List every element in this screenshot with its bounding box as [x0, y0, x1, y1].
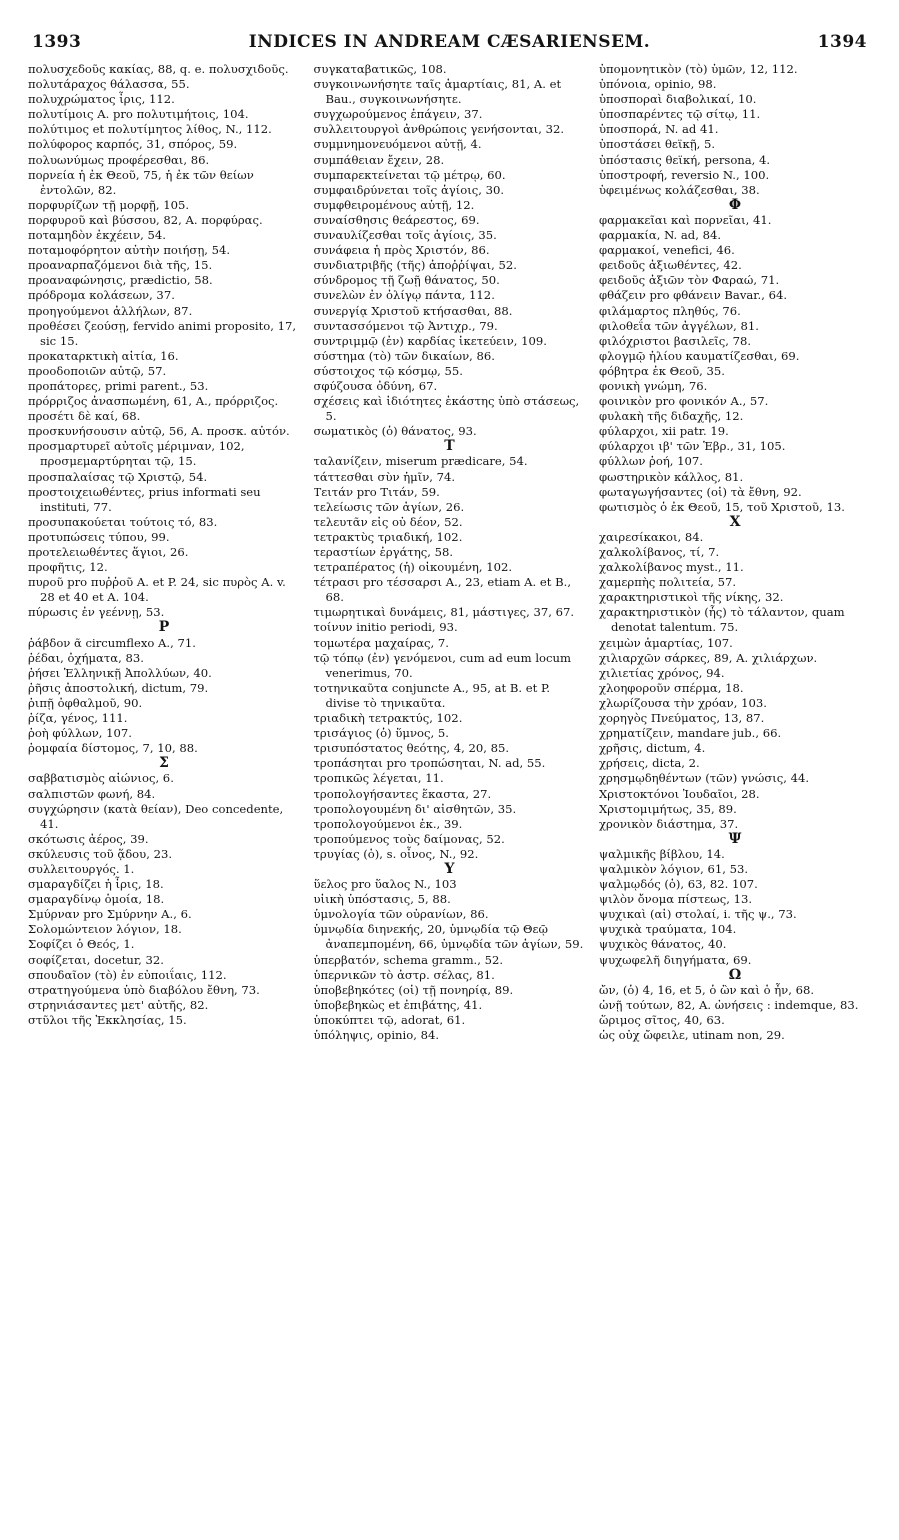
index-entry: σχέσεις καὶ ἰδιότητες ἑκάστης ὑπὸ στάσεως, 5.	[313, 394, 580, 424]
index-entry: τρισυπόστατος θεότης, 4, 20, 85.	[313, 741, 510, 756]
index-entry: τοτηνικαῦτα conjuncte A., 95, at B. et P. divise τὸ τηνικαῦτα.	[313, 680, 551, 710]
index-entry: προσυπακούεται τούτοις τό, 83.	[28, 514, 218, 529]
index-entry: πύρωσις ἐν γεέννῃ, 53.	[28, 605, 165, 620]
index-entry: χαλκολίβανος myst., 11.	[599, 560, 744, 575]
index-entry: ὑποστροφή, reversio N., 100.	[599, 167, 770, 182]
section-letter: Τ	[444, 438, 455, 455]
index-entry: Τειτάν pro Τιτάν, 59.	[313, 484, 440, 499]
index-entry: τιμωρητικαὶ δυνάμεις, 81, μάστιγες, 37, 67.	[313, 605, 575, 620]
index-entry: σκότωσις ἀέρος, 39.	[28, 831, 149, 846]
index-entry: πολύφορος καρπός, 31, σπόρος, 59.	[28, 137, 238, 152]
index-entry: πρόδρομα κολάσεων, 37.	[28, 288, 175, 303]
index-entry: Σολομώντειον λόγιον, 18.	[28, 922, 182, 937]
section-letter: Υ	[444, 860, 455, 877]
index-entry: φθάζειν pro φθάνειν Bavar., 64.	[599, 288, 788, 303]
index-entry: τροπικῶς λέγεται, 11.	[313, 771, 444, 786]
index-entry: προπάτορες, primi parent., 53.	[28, 378, 209, 393]
index-entry: ψαλμῳδός (ὁ), 63, 82. 107.	[599, 877, 758, 892]
index-entry: συλλειτουργός. 1.	[28, 861, 135, 876]
index-entry: ῥιπῇ ὀφθαλμοῦ, 90.	[28, 695, 143, 710]
index-entry: χιλιαρχῶν σάρκες, 89, A. χιλιάρχων.	[599, 650, 818, 665]
index-entry: συλλειτουργοὶ ἀνθρώποις γενήσονται, 32.	[313, 122, 565, 137]
index-entry: προσκυνήσουσιν αὐτῷ, 56, A. προσκ. αὐτόν.	[28, 424, 290, 439]
index-entry: τάττεσθαι σὺν ἡμῖν, 74.	[313, 469, 456, 484]
index-entry: σωματικὸς (ὁ) θάνατος, 93.	[313, 424, 477, 439]
index-entry: συμμνημονευόμενοι αὐτῇ, 4.	[313, 137, 482, 152]
index-entry: σαλπιστῶν φωνή, 84.	[28, 786, 156, 801]
index-entry: πολύτιμος et πολυτίμητος λίθος, N., 112.	[28, 122, 272, 137]
index-entry: χρηματίζειν, mandare jub., 66.	[599, 726, 782, 741]
index-entry: ὑπόνοια, opinio, 98.	[599, 77, 717, 92]
index-column-left	[28, 62, 300, 1043]
index-entry: φιλάμαρτος πληθύς, 76.	[599, 303, 741, 318]
index-entry: στρατηγούμενα ὑπὸ διαβόλου ἔθνη, 73.	[28, 982, 260, 997]
section-letter: Φ	[728, 196, 742, 213]
index-entry: χαιρεσίκακοι, 84.	[599, 529, 704, 544]
index-entry: φλογμῷ ἡλίου καυματίζεσθαι, 69.	[599, 348, 800, 363]
index-entry: σύνδρομος τῇ ζωῇ θάνατος, 50.	[313, 273, 500, 288]
index-entry: τέτρασι pro τέσσαρσι A., 23, etiam A. et B., 68.	[313, 575, 572, 605]
index-entry: χρῆσις, dictum, 4.	[599, 741, 706, 756]
index-entry: πρόρριζος ἀνασπωμένη, 61, A., πρόρριζος.	[28, 394, 279, 409]
index-entry: υἱικὴ ὑπόστασις, 5, 88.	[313, 892, 451, 907]
index-entry: προτυπώσεις τύπου, 99.	[28, 529, 170, 544]
index-entry: συγκοινωνήσητε ταῖς ἁμαρτίαις, 81, A. et Bau., συγκοινωνήσητε.	[313, 77, 562, 107]
index-entry: ψιλὸν ὄνομα πίστεως, 13.	[599, 892, 753, 907]
section-letter: Ψ	[728, 830, 742, 847]
index-entry: χλωρίζουσα τὴν χρόαν, 103.	[599, 695, 767, 710]
index-entry: τομωτέρα μαχαίρας, 7.	[313, 635, 449, 650]
index-entry: τρυγίας (ὁ), s. οἶνος, N., 92.	[313, 846, 479, 861]
index-entry: σοφίζεται, docetur, 32.	[28, 952, 164, 967]
index-entry: συντασσόμενοι τῷ Ἀντιχρ., 79.	[313, 318, 498, 333]
index-entry: ῥίζα, γένος, 111.	[28, 711, 128, 726]
index-entry: σύστοιχος τῷ κόσμῳ, 55.	[313, 363, 463, 378]
index-entry: πορφυρίζων τῇ μορφῇ, 105.	[28, 197, 190, 212]
index-entry: φωστηρικὸν κάλλος, 81.	[599, 469, 744, 484]
index-entry: σμαραγδίνῳ ὁμοία, 18.	[28, 892, 165, 907]
index-entry: τοίνυν initio periodi, 93.	[313, 620, 458, 635]
index-entry: πολυτάραχος θάλασσα, 55.	[28, 77, 190, 92]
index-entry: ὑποσπαρέντες τῷ σίτῳ, 11.	[599, 107, 761, 122]
index-entry: ῥοὴ φύλλων, 107.	[28, 726, 132, 741]
index-entry: τρισάγιος (ὁ) ὕμνος, 5.	[313, 726, 449, 741]
index-entry: πολυσχεδοῦς κακίας, 88, q. e. πολυσχιδοῦς.	[28, 62, 289, 76]
index-entry: τελείωσις τῶν ἁγίων, 26.	[313, 499, 465, 514]
index-entry: σπουδαῖον (τὸ) ἐν εὐποιΐαις, 112.	[28, 967, 227, 982]
index-entry: πορνεία ἡ ἐκ Θεοῦ, 75, ἡ ἐκ τῶν θείων ἐντολῶν, 82.	[28, 167, 254, 197]
index-entry: συναίσθησις θεάρεστος, 69.	[313, 212, 480, 227]
index-entry: ὤν, (ὁ) 4, 16, et 5, ὁ ὢν καὶ ὁ ἦν, 68.	[599, 982, 815, 997]
index-entry: ὑπερβατόν, schema gramm., 52.	[313, 952, 504, 967]
index-entry: τροπάσηται pro τροπώσηται, N. ad, 55.	[313, 756, 546, 771]
index-entry: συνδιατριβῆς (τῆς) ἀποῤῥίψαι, 52.	[313, 258, 517, 273]
index-entry: προσπαλαίσας τῷ Χριστῷ, 54.	[28, 469, 208, 484]
index-entry: ὑποσπορά, N. ad 41.	[599, 122, 719, 137]
index-entry: ὑποσποραὶ διαβολικαί, 10.	[599, 92, 757, 107]
index-entry: τελευτᾶν εἰς οὐ δέον, 52.	[313, 514, 463, 529]
index-entry: ὕελος pro ὕαλος N., 103	[313, 877, 457, 892]
index-entry: φαρμακία, N. ad, 84.	[599, 228, 722, 243]
index-entry: πορφυροῦ καὶ βύσσου, 82, A. πορφύρας.	[28, 212, 263, 227]
index-entry: προστοιχειωθέντες, prius informati seu instituti, 77.	[28, 484, 261, 514]
section-letter: Ω	[728, 966, 742, 983]
index-entry: φιλόχριστοι βασιλεῖς, 78.	[599, 333, 752, 348]
index-entry: ὑποβεβηκὼς et ἐπιβάτης, 41.	[313, 997, 483, 1012]
index-entry: προηγούμενοι ἀλλήλων, 87.	[28, 303, 193, 318]
index-entry: ψαλμικὸν λόγιον, 61, 53.	[599, 861, 749, 876]
index-columns	[28, 62, 871, 1043]
index-entry: φαρμακεῖαι καὶ πορνεῖαι, 41.	[599, 212, 772, 227]
index-entry: σφύζουσα ὀδύνη, 67.	[313, 378, 438, 393]
index-entry: ψυχικὸς θάνατος, 40.	[599, 937, 727, 952]
index-entry: φοινικὸν pro φονικόν A., 57.	[599, 394, 769, 409]
page-header	[28, 32, 871, 52]
section-letter: Ρ	[158, 619, 170, 636]
index-entry: προαναρπαζόμενοι διὰ τῆς, 15.	[28, 258, 213, 273]
index-entry: συγχώρησιν (κατὰ θείαν), Deo concedente, 41.	[28, 801, 284, 831]
index-entry: συντριμμῷ (ἐν) καρδίας ἱκετεύειν, 109.	[313, 333, 547, 348]
index-entry: συμπαρεκτείνεται τῷ μέτρῳ, 60.	[313, 167, 506, 182]
index-entry: σύστημα (τὸ) τῶν δικαίων, 86.	[313, 348, 495, 363]
index-entry: φαρμακοί, venefici, 46.	[599, 243, 735, 258]
index-entry: προθέσει ζεούσῃ, fervido animi proposito, 17, sic 15.	[28, 318, 297, 348]
index-entry: τεραστίων ἐργάτης, 58.	[313, 545, 454, 559]
index-entry: φωτισμὸς ὁ ἐκ Θεοῦ, 15, τοῦ Χριστοῦ, 13.	[599, 499, 845, 514]
index-entry: προοδοποιῶν αὐτῷ, 57.	[28, 363, 167, 378]
index-entry: χρονικὸν διάστημα, 37.	[599, 816, 739, 831]
index-column-right	[599, 62, 871, 1043]
index-entry: ὑπομονητικὸν (τὸ) ὑμῶν, 12, 112.	[599, 62, 798, 76]
index-entry: προσμαρτυρεῖ αὐτοῖς μέριμναν, 102, προσμεμαρτύρηται τῷ, 15.	[28, 439, 245, 469]
index-entry: Χριστομιμήτως, 35, 89.	[599, 801, 737, 816]
index-entry: ὑπόστασις θεϊκή, persona, 4.	[599, 152, 771, 167]
index-entry: προτελειωθέντες ἅγιοι, 26.	[28, 545, 189, 559]
index-entry: Σμύρναν pro Σμύρνην A., 6.	[28, 907, 192, 922]
index-entry: φειδοῦς ἀξιῶν τὸν Φαραώ, 71.	[599, 273, 780, 288]
index-entry: χρησμῳδηθέντων (τῶν) γνώσις, 44.	[599, 771, 810, 786]
running-title: INDICES IN ANDREAM CÆSARIENSEM.	[248, 32, 651, 52]
index-entry: χαρακτηριστικοὶ τῆς νίκης, 32.	[599, 590, 784, 605]
index-entry: χλοηφοροῦν σπέρμα, 18.	[599, 680, 744, 695]
index-entry: ποταμοφόρητον αὐτὴν ποιήσῃ, 54.	[28, 243, 231, 258]
section-letter: Σ	[159, 755, 169, 772]
index-entry: ῥάβδον ᾶ circumflexo A., 71.	[28, 635, 196, 650]
index-entry: ῥῆσις ἀποστολική, dictum, 79.	[28, 680, 209, 695]
page-number-right: 1394	[817, 32, 867, 52]
index-entry: πολυωνύμως προφέρεσθαι, 86.	[28, 152, 210, 167]
index-entry: συνάφεια ἡ πρὸς Χριστόν, 86.	[313, 243, 490, 258]
index-entry: ὥριμος σῖτος, 40, 63.	[599, 1012, 725, 1027]
index-entry: τροπούμενος τοὺς δαίμονας, 52.	[313, 831, 505, 846]
index-entry: συναυλίζεσθαι τοῖς ἁγίοις, 35.	[313, 228, 497, 243]
index-entry: ὑποκύπτει τῷ, adorat, 61.	[313, 1012, 466, 1027]
index-entry: τροπολογούμενοι ἐκ., 39.	[313, 816, 463, 831]
index-entry: στρηνιάσαντες μετ' αὐτῆς, 82.	[28, 997, 209, 1012]
index-entry: τροπολογουμένη δι' αἰσθητῶν, 35.	[313, 801, 517, 816]
index-entry: συμπάθειαν ἔχειν, 28.	[313, 152, 445, 167]
index-entry: προσέτι δὲ καί, 68.	[28, 409, 141, 424]
index-entry: ψαλμικῆς βίβλου, 14.	[599, 846, 725, 861]
index-column-middle	[314, 62, 586, 1043]
index-entry: ὑπόληψις, opinio, 84.	[313, 1028, 440, 1042]
index-entry: ὑφειμένως κολάζεσθαι, 38.	[599, 182, 760, 197]
index-entry: χορηγὸς Πνεύματος, 13, 87.	[599, 711, 765, 726]
index-entry: τριαδικὴ τετρακτύς, 102.	[313, 711, 463, 726]
index-entry: συμφθειρομένους αὐτῇ, 12.	[313, 197, 475, 212]
index-entry: ῥήσει Ἑλληνικῇ Ἀπολλύων, 40.	[28, 665, 212, 680]
index-entry: ῥομφαία δίστομος, 7, 10, 88.	[28, 741, 198, 756]
index-entry: ὑπερνικῶν τὸ ἀστρ. σέλας, 81.	[313, 967, 495, 982]
index-entry: πολυτίμοις A. pro πολυτιμήτοις, 104.	[28, 107, 249, 122]
page-number-left: 1393	[32, 32, 82, 52]
index-entry: προφῆτις, 12.	[28, 560, 108, 575]
index-entry: ταλανίζειν, miserum prædicare, 54.	[313, 454, 528, 469]
index-entry: ὡς οὐχ ὤφειλε, utinam non, 29.	[599, 1028, 785, 1042]
index-entry: χειμὼν ἁμαρτίας, 107.	[599, 635, 733, 650]
index-entry: φειδοῦς ἀξιωθέντες, 42.	[599, 258, 742, 273]
index-entry: χιλιετίας χρόνος, 94.	[599, 665, 725, 680]
index-entry: ψυχικαὶ (αἱ) στολαί, i. τῆς ψ., 73.	[599, 907, 797, 922]
index-entry: ὑποβεβηκότες (οἱ) τῇ πονηρίᾳ, 89.	[313, 982, 514, 997]
index-entry: φιλοθεΐα τῶν ἀγγέλων, 81.	[599, 318, 759, 333]
index-entry: στῦλοι τῆς Ἐκκλησίας, 15.	[28, 1012, 187, 1027]
index-entry: συνεργίᾳ Χριστοῦ κτήσασθαι, 88.	[313, 303, 513, 318]
index-entry: σκύλευσις τοῦ ᾅδου, 23.	[28, 846, 173, 861]
index-entry: χαρακτηριστικὸν (ἧς) τὸ τάλαντον, quam denotat talentum. 75.	[599, 605, 845, 635]
section-letter: Χ	[729, 513, 741, 530]
index-entry: σαββατισμὸς αἰώνιος, 6.	[28, 771, 174, 786]
index-entry: ῥέδαι, ὀχήματα, 83.	[28, 650, 144, 665]
index-entry: φονικὴ γνώμη, 76.	[599, 378, 708, 393]
index-entry: ὑμνολογία τῶν οὐρανίων, 86.	[313, 907, 489, 922]
index-entry: φύλαρχοι, xii patr. 19.	[599, 424, 729, 439]
index-entry: ὑποστάσει θεϊκῇ, 5.	[599, 137, 716, 152]
index-entry: συγκαταβατικῶς, 108.	[313, 62, 447, 76]
index-entry: ψυχωφελῆ διηγήματα, 69.	[599, 952, 752, 967]
index-entry: πυροῦ pro πυῤῥοῦ A. et P. 24, sic πυρὸς A. v. 28 et 40 et A. 104.	[28, 575, 286, 605]
index-entry: ὑμνῳδία διηνεκής, 20, ὑμνῳδία τῷ Θεῷ ἀναπεμπομένη, 66, ὑμνῳδία τῶν ἁγίων, 59.	[313, 922, 584, 952]
index-entry: χαμερπὴς πολιτεία, 57.	[599, 575, 737, 590]
index-entry: φύλαρχοι ιβ' τῶν Ἑβρ., 31, 105.	[599, 439, 786, 454]
index-entry: φύλλων ῥοή, 107.	[599, 454, 703, 469]
index-entry: πολυχρώματος ἶρις, 112.	[28, 92, 175, 107]
index-entry: τετρακτὺς τριαδική, 102.	[313, 529, 463, 544]
index-entry: φόβητρα ἐκ Θεοῦ, 35.	[599, 363, 725, 378]
index-entry: ποταμηδὸν ἐκχέειν, 54.	[28, 228, 166, 243]
index-entry: ὠνῇ τούτων, 82, A. ὠνήσεις : indemque, 83.	[599, 997, 859, 1012]
index-entry: Χριστοκτόνοι Ἰουδαῖοι, 28.	[599, 786, 760, 801]
index-entry: συγχωρούμενος ἐπάγειν, 37.	[313, 107, 483, 122]
index-entry: τῷ τόπῳ (ἐν) γενόμενοι, cum ad eum locum venerimus, 70.	[313, 650, 571, 680]
index-entry: Σοφίζει ὁ Θεός, 1.	[28, 937, 135, 952]
index-entry: χαλκολίβανος, τί, 7.	[599, 545, 720, 559]
index-entry: συνελὼν ἐν ὀλίγῳ πάντα, 112.	[313, 288, 495, 303]
index-entry: τετραπέρατος (ἡ) οἰκουμένη, 102.	[313, 560, 513, 575]
index-entry: ψυχικὰ τραύματα, 104.	[599, 922, 737, 937]
index-entry: προκαταρκτικὴ αἰτία, 16.	[28, 348, 179, 363]
index-entry: χρήσεις, dicta, 2.	[599, 756, 700, 771]
index-entry: σμαραγδίζει ἡ ἶρις, 18.	[28, 877, 164, 892]
index-entry: προαναφώνησις, prædictio, 58.	[28, 273, 213, 288]
index-entry: συμφαιδρύνεται τοῖς ἁγίοις, 30.	[313, 182, 505, 197]
index-entry: φυλακὴ τῆς διδαχῆς, 12.	[599, 409, 744, 424]
index-entry: φωταγωγήσαντες (οἱ) τὰ ἔθνη, 92.	[599, 484, 802, 499]
index-entry: τροπολογήσαντες ἕκαστα, 27.	[313, 786, 492, 801]
